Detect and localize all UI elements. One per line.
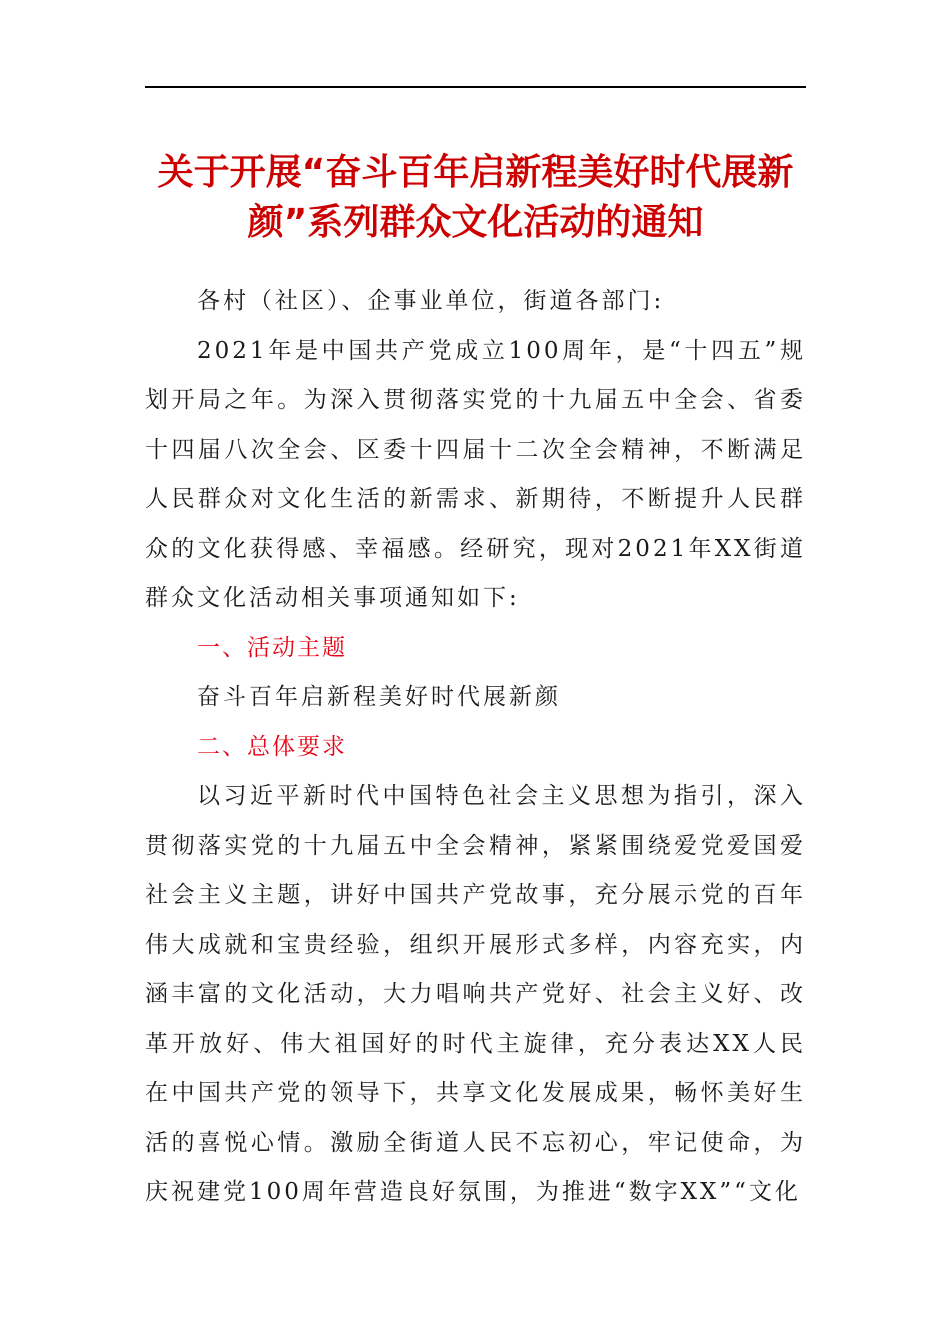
section-heading-theme: 一、活动主题 (197, 634, 347, 661)
requirements-paragraph: 以习近平新时代中国特色社会主义思想为指引，深入贯彻落实党的十九届五中全会精神，紧紧围绕爱党爱国爱社会主义主题，讲好中国共产党故事，充分展示党的百年伟大成就和宝贵经验，组织开展形式多样，内容充实，内涵丰富的文化活动，大力唱响共产党好、社会主义好、改革开放好、伟大祖国好的时代主旋律，充分表达XX人民在中国共产党的领导下，共享文化发展成果，畅怀美好生活的喜悦心情。激励全街道人民不忘初心，牢记使命，为庆祝建党100周年营造良好氛围，为推进“数字XX”“文化 (145, 783, 806, 1205)
document-title: 关于开展“奋斗百年启新程美好时代展新颜”系列群众文化活动的通知 (157, 152, 794, 243)
document-body (145, 277, 806, 1218)
salutation: 各村（社区）、企事业单位，街道各部门: (197, 288, 665, 314)
section-heading-requirements: 二、总体要求 (197, 733, 347, 760)
theme-text: 奋斗百年启新程美好时代展新颜 (197, 684, 561, 710)
intro-paragraph: 2021年是中国共产党成立100周年，是“十四五”规划开局之年。为深入贯彻落实党的十九届五中全会、省委十四届八次全会、区委十四届十二次全会精神，不断满足人民群众对文化生活的新需求、新期待，不断提升人民群众的文化获得感、幸福感。经研究，现对2021年XX街道群众文化活动相关事项通知如下: (145, 337, 807, 611)
header-rule (145, 86, 806, 88)
